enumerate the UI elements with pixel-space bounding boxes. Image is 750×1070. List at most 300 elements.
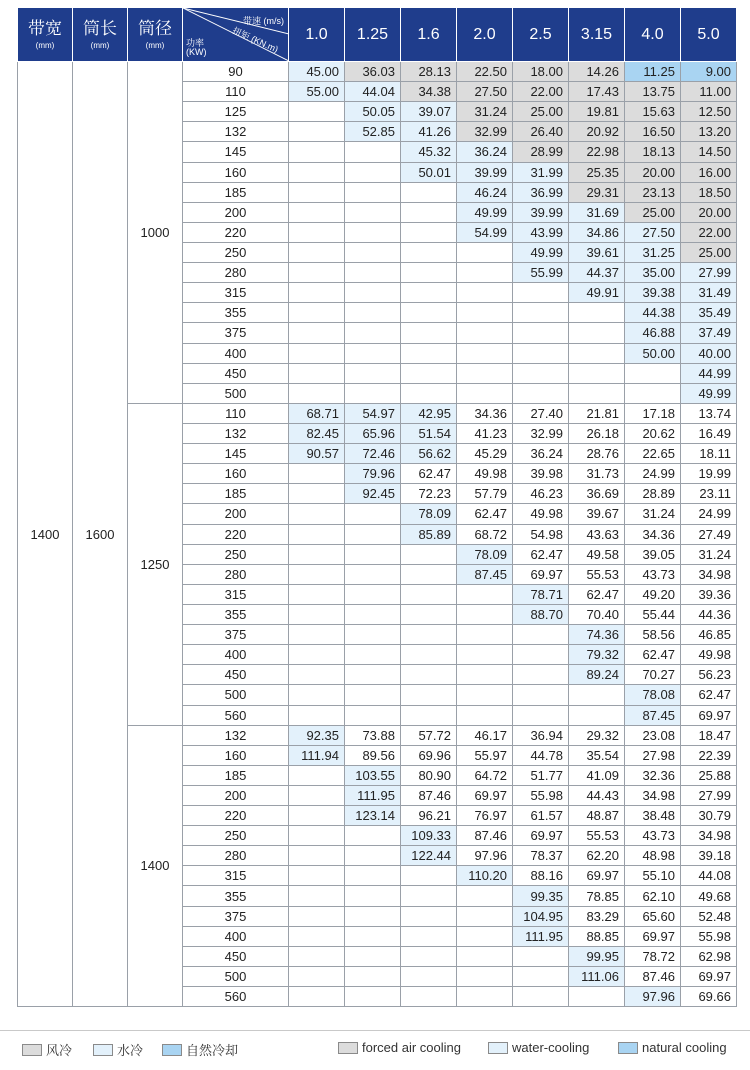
torque-cell: 69.97: [569, 866, 625, 886]
torque-cell: [345, 665, 401, 685]
torque-cell: [345, 564, 401, 584]
header-speed-7: [625, 8, 681, 62]
torque-cell: [457, 584, 513, 604]
torque-cell: [513, 966, 569, 986]
torque-cell: [401, 544, 457, 564]
torque-cell: 36.24: [457, 142, 513, 162]
torque-cell: 44.37: [569, 263, 625, 283]
power-cell: 220: [183, 222, 289, 242]
torque-cell: 69.97: [681, 966, 737, 986]
torque-cell: 52.48: [681, 906, 737, 926]
torque-cell: [457, 665, 513, 685]
power-cell: 110: [183, 403, 289, 423]
torque-cell: 43.63: [569, 524, 625, 544]
torque-cell: [289, 705, 345, 725]
torque-cell: 21.81: [569, 403, 625, 423]
speed-value: 1.25: [356, 25, 389, 43]
torque-cell: [401, 182, 457, 202]
torque-cell: [401, 987, 457, 1007]
torque-cell: 27.98: [625, 745, 681, 765]
power-cell: 160: [183, 745, 289, 765]
torque-cell: 49.91: [569, 283, 625, 303]
torque-cell: 54.98: [513, 524, 569, 544]
corner-speed-label: 带速 (m/s): [243, 16, 285, 26]
power-cell: 315: [183, 866, 289, 886]
torque-cell: 56.62: [401, 444, 457, 464]
torque-cell: [289, 886, 345, 906]
torque-cell: 78.72: [625, 946, 681, 966]
power-cell: 355: [183, 303, 289, 323]
table-row: [18, 62, 737, 82]
torque-cell: [289, 665, 345, 685]
torque-cell: [289, 182, 345, 202]
torque-cell: [569, 987, 625, 1007]
torque-cell: [345, 303, 401, 323]
torque-cell: 44.43: [569, 785, 625, 805]
header-corner-cell: [183, 8, 289, 62]
torque-cell: [289, 806, 345, 826]
torque-cell: 28.89: [625, 484, 681, 504]
drum-length-value: 1600: [73, 62, 128, 1007]
drum-diameter-label: 筒径: [138, 18, 172, 38]
torque-cell: 49.99: [457, 202, 513, 222]
torque-cell: 16.50: [625, 122, 681, 142]
power-cell: 400: [183, 343, 289, 363]
torque-cell: 30.79: [681, 806, 737, 826]
power-cell: 400: [183, 926, 289, 946]
torque-cell: 25.88: [681, 765, 737, 785]
torque-cell: 29.32: [569, 725, 625, 745]
torque-cell: [289, 826, 345, 846]
torque-cell: [457, 363, 513, 383]
torque-cell: [401, 866, 457, 886]
torque-cell: 34.98: [625, 785, 681, 805]
torque-cell: [345, 946, 401, 966]
torque-cell: [345, 202, 401, 222]
torque-cell: [289, 303, 345, 323]
torque-cell: 103.55: [345, 765, 401, 785]
torque-cell: 76.97: [457, 806, 513, 826]
power-cell: 145: [183, 142, 289, 162]
belt-width-unit: (mm): [35, 40, 55, 50]
torque-cell: 18.50: [681, 182, 737, 202]
power-cell: 355: [183, 604, 289, 624]
torque-cell: 27.49: [681, 524, 737, 544]
torque-cell: 110.20: [457, 866, 513, 886]
torque-cell: 58.56: [625, 625, 681, 645]
torque-cell: [289, 645, 345, 665]
torque-cell: 39.61: [569, 242, 625, 262]
torque-cell: 45.29: [457, 444, 513, 464]
power-cell: 375: [183, 625, 289, 645]
torque-cell: 39.38: [625, 283, 681, 303]
speed-value: 4.0: [641, 25, 664, 43]
header-speed-5: [513, 8, 569, 62]
torque-cell: [345, 826, 401, 846]
torque-cell: [289, 464, 345, 484]
torque-cell: [289, 283, 345, 303]
torque-cell: 62.47: [457, 504, 513, 524]
torque-cell: 85.89: [401, 524, 457, 544]
torque-cell: 55.10: [625, 866, 681, 886]
drum-diameter-value: 1000: [128, 62, 183, 404]
header-drum-length: [73, 8, 128, 62]
torque-cell: [289, 142, 345, 162]
torque-cell: 45.00: [289, 62, 345, 82]
power-cell: 250: [183, 242, 289, 262]
torque-cell: 31.69: [569, 202, 625, 222]
torque-cell: 32.99: [513, 423, 569, 443]
torque-cell: 42.95: [401, 403, 457, 423]
torque-cell: 35.54: [569, 745, 625, 765]
torque-cell: 34.36: [625, 524, 681, 544]
torque-cell: 92.35: [289, 725, 345, 745]
torque-cell: [289, 785, 345, 805]
torque-cell: 109.33: [401, 826, 457, 846]
torque-cell: 20.92: [569, 122, 625, 142]
torque-cell: 39.99: [457, 162, 513, 182]
torque-cell: [457, 263, 513, 283]
torque-cell: [457, 343, 513, 363]
torque-cell: 36.94: [513, 725, 569, 745]
torque-cell: 24.99: [625, 464, 681, 484]
torque-cell: 46.24: [457, 182, 513, 202]
torque-cell: 46.85: [681, 625, 737, 645]
torque-cell: 78.09: [401, 504, 457, 524]
torque-cell: [345, 363, 401, 383]
power-cell: 125: [183, 102, 289, 122]
torque-cell: 69.97: [513, 564, 569, 584]
torque-cell: 27.99: [681, 785, 737, 805]
drum-diameter-value: 1250: [128, 403, 183, 725]
torque-cell: 55.99: [513, 263, 569, 283]
torque-cell: 55.53: [569, 826, 625, 846]
torque-cell: [513, 705, 569, 725]
torque-cell: 90.57: [289, 444, 345, 464]
power-cell: 132: [183, 725, 289, 745]
natural-swatch: [618, 1042, 638, 1054]
torque-cell: [513, 283, 569, 303]
torque-cell: 20.00: [681, 202, 737, 222]
legend-label: forced air cooling: [362, 1040, 461, 1055]
torque-cell: 62.47: [513, 544, 569, 564]
torque-cell: 27.40: [513, 403, 569, 423]
power-cell: 220: [183, 524, 289, 544]
torque-cell: [289, 343, 345, 363]
torque-cell: [401, 926, 457, 946]
torque-cell: [289, 363, 345, 383]
torque-cell: 34.98: [681, 564, 737, 584]
torque-cell: 22.00: [513, 82, 569, 102]
torque-cell: 49.99: [513, 242, 569, 262]
torque-cell: 78.85: [569, 886, 625, 906]
torque-cell: [289, 122, 345, 142]
torque-cell: 26.40: [513, 122, 569, 142]
torque-cell: 29.31: [569, 182, 625, 202]
torque-cell: [401, 283, 457, 303]
torque-cell: 35.49: [681, 303, 737, 323]
torque-cell: 39.05: [625, 544, 681, 564]
torque-cell: 87.46: [625, 966, 681, 986]
torque-cell: 13.20: [681, 122, 737, 142]
torque-cell: 62.47: [625, 645, 681, 665]
torque-cell: 31.25: [625, 242, 681, 262]
power-cell: 185: [183, 182, 289, 202]
torque-cell: 39.36: [681, 584, 737, 604]
drum-diameter-unit: (mm): [145, 40, 165, 50]
power-cell: 560: [183, 987, 289, 1007]
torque-cell: [289, 544, 345, 564]
torque-cell: 46.17: [457, 725, 513, 745]
torque-cell: 27.50: [457, 82, 513, 102]
torque-cell: [345, 705, 401, 725]
torque-cell: 87.45: [457, 564, 513, 584]
legend-item-air-en: [338, 1040, 461, 1055]
torque-cell: 104.95: [513, 906, 569, 926]
torque-cell: [289, 987, 345, 1007]
torque-cell: 31.73: [569, 464, 625, 484]
torque-cell: 99.95: [569, 946, 625, 966]
torque-cell: 23.11: [681, 484, 737, 504]
torque-cell: 55.97: [457, 745, 513, 765]
torque-cell: [401, 343, 457, 363]
torque-cell: [289, 966, 345, 986]
torque-cell: 65.96: [345, 423, 401, 443]
torque-cell: 39.67: [569, 504, 625, 524]
torque-cell: 22.39: [681, 745, 737, 765]
torque-cell: 65.60: [625, 906, 681, 926]
torque-cell: 87.46: [457, 826, 513, 846]
torque-cell: [457, 886, 513, 906]
legend-label: 自然冷却: [186, 1043, 239, 1058]
torque-cell: [345, 846, 401, 866]
power-cell: 200: [183, 785, 289, 805]
torque-cell: 62.47: [681, 685, 737, 705]
torque-cell: 48.87: [569, 806, 625, 826]
torque-cell: 72.46: [345, 444, 401, 464]
torque-cell: 49.98: [681, 645, 737, 665]
torque-cell: 79.32: [569, 645, 625, 665]
torque-cell: 31.99: [513, 162, 569, 182]
torque-cell: [457, 966, 513, 986]
torque-cell: 49.98: [513, 504, 569, 524]
torque-cell: 39.18: [681, 846, 737, 866]
torque-cell: [513, 665, 569, 685]
torque-cell: 36.69: [569, 484, 625, 504]
torque-cell: [457, 685, 513, 705]
cooling-legend: [0, 1030, 750, 1066]
torque-cell: 97.96: [457, 846, 513, 866]
torque-cell: [345, 906, 401, 926]
torque-cell: 41.09: [569, 765, 625, 785]
torque-cell: [401, 886, 457, 906]
torque-cell: [289, 162, 345, 182]
torque-cell: 14.50: [681, 142, 737, 162]
speed-value: 3.15: [580, 25, 613, 43]
corner-power-label: 功率: [186, 38, 205, 48]
torque-cell: 82.45: [289, 423, 345, 443]
torque-cell: 50.01: [401, 162, 457, 182]
torque-cell: [569, 705, 625, 725]
torque-cell: 25.35: [569, 162, 625, 182]
torque-cell: 17.43: [569, 82, 625, 102]
torque-cell: 11.00: [681, 82, 737, 102]
torque-cell: 111.06: [569, 966, 625, 986]
torque-cell: [401, 705, 457, 725]
power-cell: 200: [183, 202, 289, 222]
torque-cell: [289, 926, 345, 946]
torque-cell: 23.08: [625, 725, 681, 745]
torque-cell: 13.74: [681, 403, 737, 423]
torque-cell: 69.97: [457, 785, 513, 805]
torque-cell: 97.96: [625, 987, 681, 1007]
header-row: [18, 8, 737, 62]
torque-cell: [513, 946, 569, 966]
table-body: [18, 62, 737, 1007]
torque-cell: 88.85: [569, 926, 625, 946]
torque-cell: [345, 162, 401, 182]
torque-cell: 74.36: [569, 625, 625, 645]
torque-cell: 32.36: [625, 765, 681, 785]
torque-cell: 79.96: [345, 464, 401, 484]
torque-cell: 28.13: [401, 62, 457, 82]
torque-cell: 22.50: [457, 62, 513, 82]
torque-cell: 34.98: [681, 826, 737, 846]
power-cell: 500: [183, 685, 289, 705]
torque-cell: 13.75: [625, 82, 681, 102]
torque-cell: 28.99: [513, 142, 569, 162]
torque-cell: [401, 363, 457, 383]
torque-cell: [569, 383, 625, 403]
header-speed-6: [569, 8, 625, 62]
torque-cell: 34.86: [569, 222, 625, 242]
torque-cell: 25.00: [681, 242, 737, 262]
torque-cell: 55.00: [289, 82, 345, 102]
torque-cell: [457, 303, 513, 323]
torque-cell: 24.99: [681, 504, 737, 524]
torque-cell: 39.07: [401, 102, 457, 122]
torque-cell: 41.23: [457, 423, 513, 443]
torque-cell: 49.68: [681, 886, 737, 906]
torque-cell: [289, 202, 345, 222]
legend-item-water-cn: [93, 1040, 143, 1059]
torque-cell: 51.54: [401, 423, 457, 443]
torque-cell: [401, 323, 457, 343]
water-swatch: [488, 1042, 508, 1054]
torque-cell: 26.18: [569, 423, 625, 443]
torque-cell: 36.03: [345, 62, 401, 82]
drum-spec-table: [17, 7, 737, 1007]
torque-cell: [289, 383, 345, 403]
torque-cell: [289, 765, 345, 785]
torque-cell: 56.23: [681, 665, 737, 685]
torque-cell: 27.50: [625, 222, 681, 242]
power-cell: 450: [183, 946, 289, 966]
torque-cell: 18.47: [681, 725, 737, 745]
torque-cell: 78.09: [457, 544, 513, 564]
torque-cell: 20.62: [625, 423, 681, 443]
torque-cell: [401, 584, 457, 604]
torque-cell: [569, 685, 625, 705]
torque-cell: 54.97: [345, 403, 401, 423]
torque-cell: [289, 604, 345, 624]
legend-divider: [0, 1030, 750, 1031]
torque-cell: 73.88: [345, 725, 401, 745]
torque-cell: [457, 242, 513, 262]
torque-cell: 44.08: [681, 866, 737, 886]
torque-cell: 62.10: [625, 886, 681, 906]
power-cell: 250: [183, 826, 289, 846]
power-cell: 560: [183, 705, 289, 725]
torque-cell: 70.40: [569, 604, 625, 624]
torque-cell: 43.99: [513, 222, 569, 242]
torque-cell: 17.18: [625, 403, 681, 423]
torque-cell: [401, 665, 457, 685]
speed-value: 5.0: [697, 25, 720, 43]
torque-cell: [289, 846, 345, 866]
torque-cell: 48.98: [625, 846, 681, 866]
torque-cell: [401, 202, 457, 222]
torque-cell: 78.37: [513, 846, 569, 866]
corner-power-unit: (KW): [186, 47, 207, 57]
torque-cell: 25.00: [625, 202, 681, 222]
torque-cell: [401, 645, 457, 665]
torque-cell: 18.13: [625, 142, 681, 162]
torque-cell: 27.99: [681, 263, 737, 283]
torque-cell: [401, 383, 457, 403]
torque-cell: [345, 263, 401, 283]
torque-cell: [513, 685, 569, 705]
torque-cell: 72.23: [401, 484, 457, 504]
torque-cell: 69.97: [625, 926, 681, 946]
torque-cell: [345, 182, 401, 202]
torque-cell: 41.26: [401, 122, 457, 142]
torque-cell: [457, 926, 513, 946]
torque-cell: 57.79: [457, 484, 513, 504]
air-swatch: [22, 1044, 42, 1056]
torque-cell: 55.98: [513, 785, 569, 805]
torque-cell: 49.58: [569, 544, 625, 564]
torque-cell: 50.05: [345, 102, 401, 122]
torque-cell: 57.72: [401, 725, 457, 745]
torque-cell: [569, 363, 625, 383]
torque-cell: 69.97: [513, 826, 569, 846]
torque-cell: [401, 564, 457, 584]
torque-cell: 70.27: [625, 665, 681, 685]
speed-value: 1.0: [305, 25, 328, 43]
header-speed-2: [345, 8, 401, 62]
torque-cell: [569, 343, 625, 363]
corner-torque-label: 扭矩 (KN.m): [230, 25, 280, 55]
torque-cell: 80.90: [401, 765, 457, 785]
torque-cell: 32.99: [457, 122, 513, 142]
torque-cell: 92.45: [345, 484, 401, 504]
torque-cell: 111.94: [289, 745, 345, 765]
torque-cell: 20.00: [625, 162, 681, 182]
torque-cell: [401, 263, 457, 283]
torque-cell: [345, 926, 401, 946]
torque-cell: [625, 383, 681, 403]
torque-cell: 16.49: [681, 423, 737, 443]
legend-label: water-cooling: [512, 1040, 590, 1055]
torque-cell: [569, 303, 625, 323]
torque-cell: 16.00: [681, 162, 737, 182]
torque-cell: 11.25: [625, 62, 681, 82]
torque-cell: 46.23: [513, 484, 569, 504]
torque-cell: 78.71: [513, 584, 569, 604]
power-cell: 280: [183, 846, 289, 866]
torque-cell: 35.00: [625, 263, 681, 283]
